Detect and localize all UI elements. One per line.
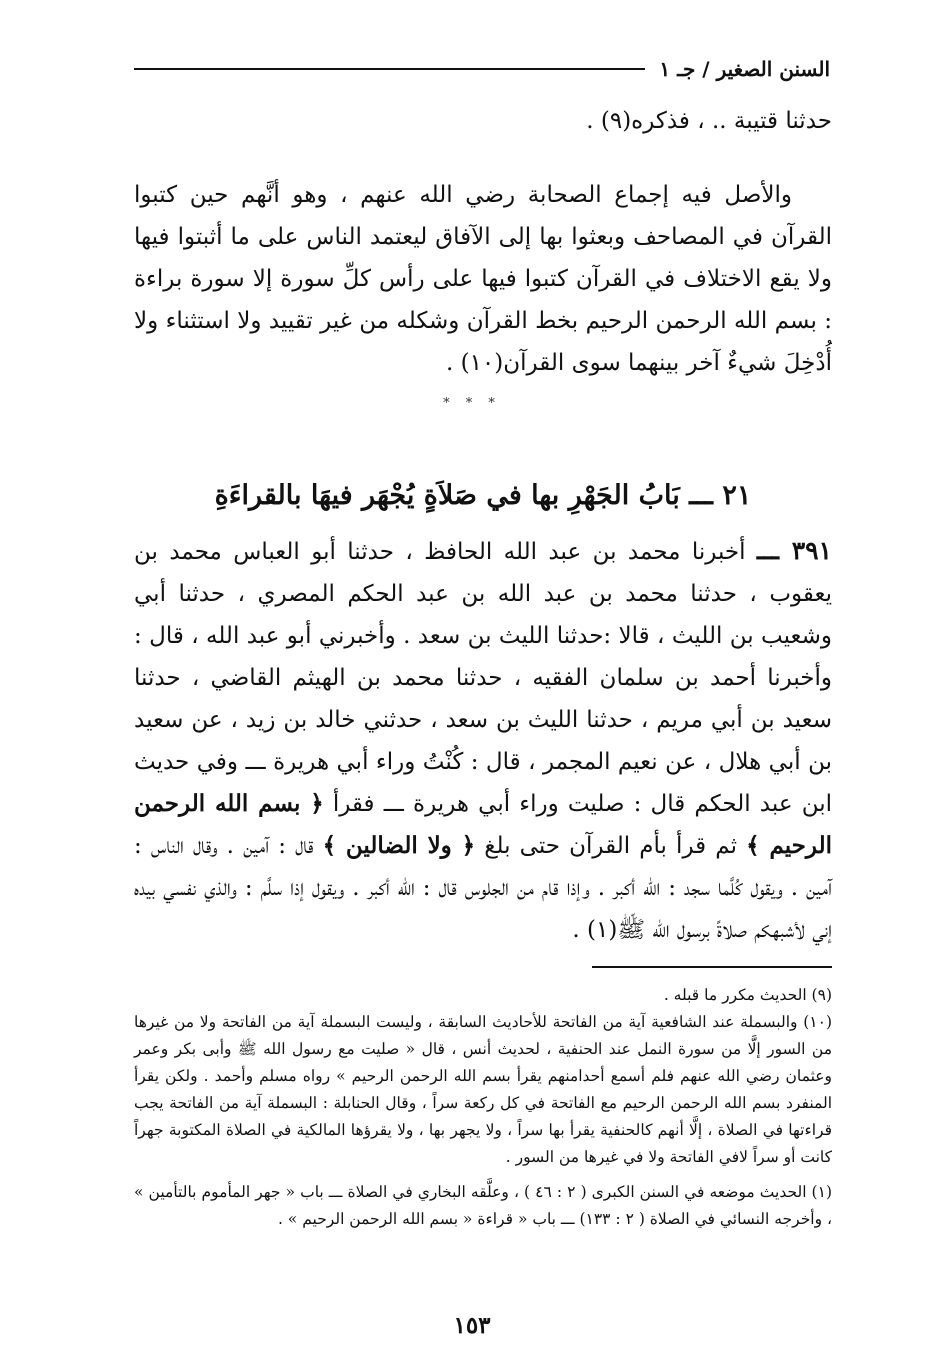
hadith-text-part1: أخبرنا محمد بن عبد الله الحافظ ، حدثنا أبو العباس محمد بن يعقوب ، حدثنا محمد بن عبد الله بن عبد الحكم المصري ، حدثنا أبي وشعيب بن الليث ، قالا :حدثنا الليث بن سعد . وأخبرني أبو عبد الله ، قال : وأخبرنا أحمد بن سلمان الفقيه ، حدثنا محمد بن الهيثم القاضي ، حدثنا سعيد بن أبي مريم ، حدثنا الليث بن سعد ، حدثني خالد بن زيد ، عن سعيد بن أبي هلال ، عن نعيم المجمر ، قال : كُنْتُ وراء أبي هريرة ـــ وفي حديث ابن عبد الحكم قال : صليت وراء أبي هريرة ـــ فقرأ (134, 539, 832, 817)
footnotes (134, 982, 832, 1233)
intro-section (134, 100, 832, 384)
hadith-quran-quote: ﴿ ولا الضالين ﴾ (322, 832, 476, 859)
running-head-title: السنن الصغير / جـ ١ (659, 57, 830, 81)
section-separator: * * * (443, 396, 501, 411)
intro-line: حدثنا قتيبة .. ، فذكره(٩) . (586, 108, 832, 134)
page-number: ١٥٣ (453, 1312, 491, 1339)
hadith-block (134, 530, 832, 951)
running-head (134, 52, 830, 86)
footnote-rule (592, 966, 832, 968)
hadith-text-part3: قال : آمين . وقال الناس : آمين . ويقول كُلَّما سجد : الله أكبر . وإذا قام من الجلوس قال : الله أكبر . ويقول إذا سلَّم : والذي نفسي بيده إني لأشبهكم صلاةً برسول الله ﷺ(١) . (134, 833, 832, 943)
running-head-rule (134, 68, 645, 70)
intro-paragraph: والأصل فيه إجماع الصحابة رضي الله عنهم ، وهو أنَّهم حين كتبوا القرآن في المصاحف وبعثوا بها إلى الآفاق ليعتمد الناس على ما أثبتوا فيها ولا يقع الاختلاف في القرآن كتبوا فيها على رأس كلِّ سورة إلا سورة براءة : بسم الله الرحمن الرحيم بخط القرآن وشكله من غير تقييد ولا استثناء ولا أُدْخِلَ شيءٌ آخر بينهما سوى القرآن(١٠) . (134, 182, 832, 376)
chapter-heading: ٢١ ـــ بَابُ الجَهْرِ بها في صَلاَةٍ يُجْهَر فيهَا بالقراءَةِ (214, 480, 752, 511)
footnote-1: (١) الحديث موضعه في السنن الكبرى ( ٢ : ٤٦ ) ، وعلَّقه البخاري في الصلاة ـــ باب « جهر المأموم بالتأمين » ، وأخرجه النسائي في الصلاة ( ٢ : ١٣٣) ـــ باب « قراءة « بسم الله الرحمن الرحيم » . (134, 1183, 832, 1228)
hadith-paragraph (134, 530, 832, 951)
hadith-basmala: ﴿ بسم الله الرحمن الرحيم ﴾ (134, 790, 832, 859)
footnote-9: (٩) الحديث مكرر ما قبله . (663, 986, 832, 1004)
hadith-number: ٣٩١ ـــ (756, 536, 832, 565)
hadith-text-part2: ثم قرأ بأم القرآن حتى بلغ (484, 833, 737, 859)
footnote-10: (١٠) والبسملة عند الشافعية آية من الفاتحة للأحاديث السابقة ، وليست البسملة آية من الفاتحة ولا من غيرها من السور إلَّا من سورة النمل عند الحنفية ، لحديث أنس ، قال « صليت مع رسول الله ﷺ وأبى بكر وعمر وعثمان رضي الله عنهم فلم أسمع أحدامنهم يقرأ بسم الله الرحمن الرحيم » رواه مسلم وأحمد . ولكن يقرأ المنفرد بسم الله الرحمن الرحيم مع الفاتحة في كل ركعة سراً ، وقال الحنابلة : البسملة آية من الفاتحة يجب قراءتها في الصلاة ، إلَّا أنهم كالحنفية يقرأ بها سراً ، ولا يجهر بها ، ولا يقرؤها المالكية في الصلاة المكتوبة جهراً كانت أو سراً لافي الفاتحة ولا في غيرها من السور . (134, 1013, 832, 1166)
